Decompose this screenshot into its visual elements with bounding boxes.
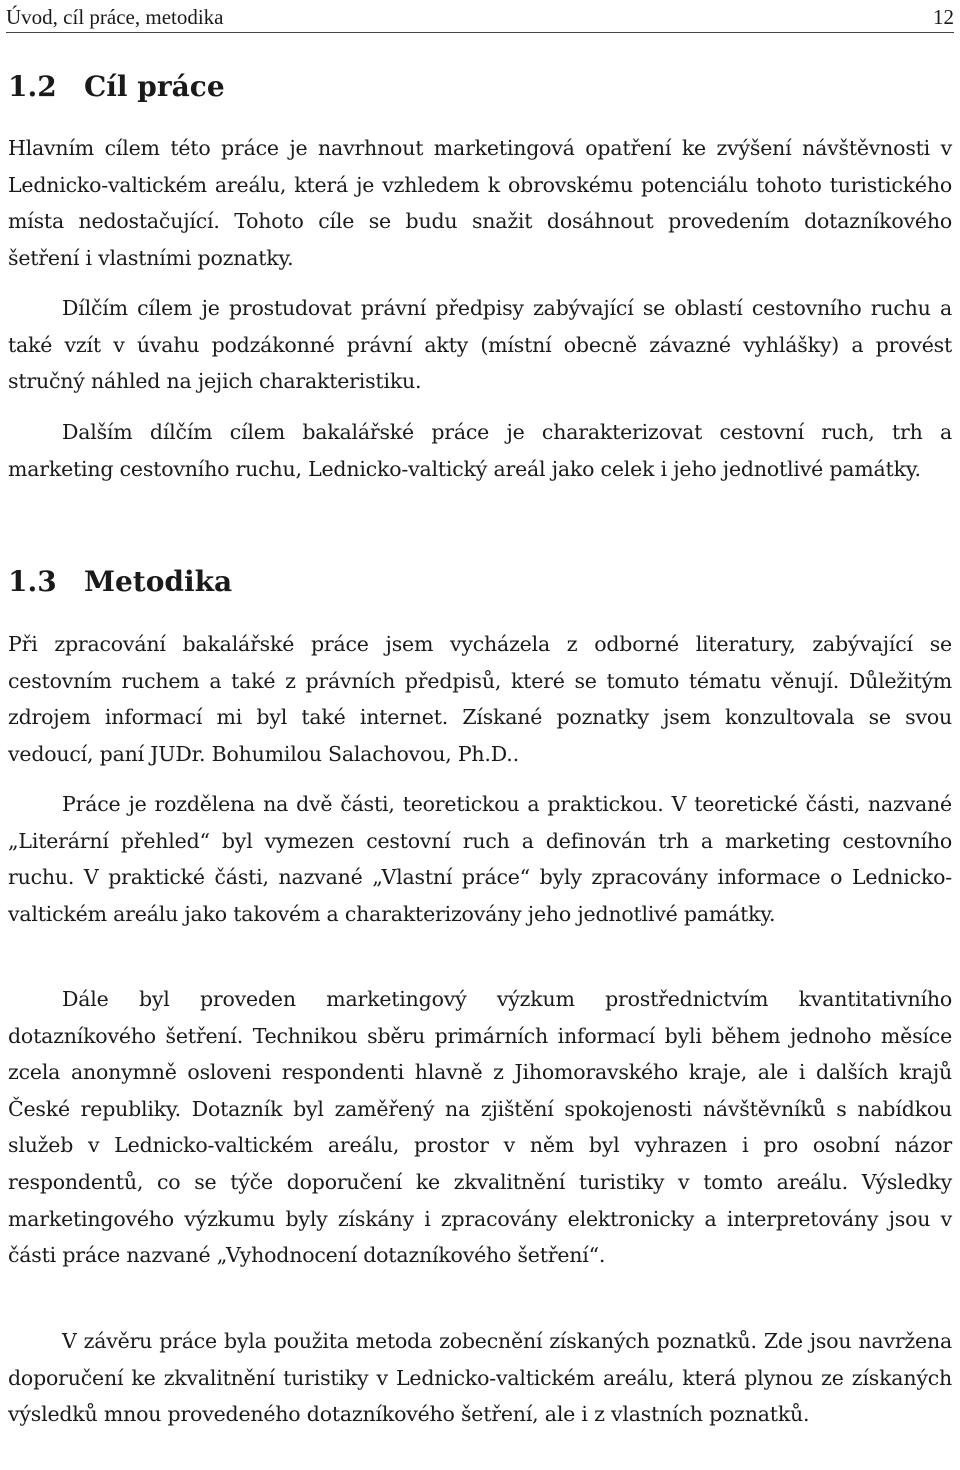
running-header bbox=[6, 2, 954, 33]
paragraph: Dílčím cílem je prostudovat právní předpisy zabývající se oblastí cestovního ruchu a také vzít v úvahu podzákonné právní akty (místní obecně závazné vyhlášky) a provést stručný náhled na jejich charakteristiku. bbox=[8, 296, 952, 394]
paragraph: Práce je rozdělena na dvě části, teoretickou a praktickou. V teoretické části, nazvané „Literární přehled“ byl vymezen cestovní ruch a definován trh a marketing cestovního ruchu. V praktické části, nazvané „Vlastní práce“ byly zpracovány informace o Lednicko-valtickém areálu jako takovém a charakterizovány jeho jednotlivé památky. bbox=[8, 792, 952, 926]
section-heading-goal bbox=[8, 70, 225, 103]
paragraph: V závěru práce byla použita metoda zobecnění získaných poznatků. Zde jsou navržena doporučení ke zkvalitnění turistiky v Lednicko-valtickém areálu, která plynou ze získaných výsledků mnou provedeného dotazníkového šetření, ale i z vlastních poznatků. bbox=[8, 1329, 952, 1427]
section-title: Metodika bbox=[84, 565, 233, 598]
section-number: 1.2 bbox=[8, 70, 57, 103]
paragraph: Při zpracování bakalářské práce jsem vycházela z odborné literatury, zabývající se cestovním ruchem a také z právních předpisů, které se tomuto tématu věnují. Důležitým zdrojem informací mi byl také internet. Získané poznatky jsem konzultovala se svou vedoucí, paní JUDr. Bohumilou Salachovou, Ph.D.. bbox=[8, 632, 952, 766]
section-heading-method bbox=[8, 565, 232, 598]
paragraph: Dále byl proveden marketingový výzkum prostřednictvím kvantitativního dotazníkového šetření. Technikou sběru primárních informací byli během jednoho měsíce zcela anonymně osloveni respondenti hlavně z Jihomoravského kraje, ale i dalších krajů České republiky. Dotazník byl zaměřený na zjištění spokojenosti návštěvníků s nabídkou služeb v Lednicko-valtickém areálu, prostor v něm byl vyhrazen i pro osobní názor respondentů, co se týče doporučení ke zkvalitnění turistiky v tomto areálu. Výsledky marketingového výzkumu byly získány i zpracovány elektronicky a interpretovány jsou v části práce nazvané „Vyhodnocení dotazníkového šetření“. bbox=[8, 987, 952, 1268]
paragraph: Hlavním cílem této práce je navrhnout marketingová opatření ke zvýšení návštěvnosti v Lednicko-valtickém areálu, která je vzhledem k obrovskému potenciálu tohoto turistického místa nedostačující. Tohoto cíle se budu snažit dosáhnout provedením dotazníkového šetření i vlastními poznatky. bbox=[8, 136, 952, 270]
section-title: Cíl práce bbox=[84, 70, 225, 103]
chapter-title: Úvod, cíl práce, metodika bbox=[6, 5, 224, 29]
paragraph: Dalším dílčím cílem bakalářské práce je charakterizovat cestovní ruch, trh a marketing cestovního ruchu, Lednicko-valtický areál jako celek i jeho jednotlivé památky. bbox=[8, 420, 952, 481]
section-number: 1.3 bbox=[8, 565, 57, 598]
page-number: 12 bbox=[933, 5, 954, 29]
